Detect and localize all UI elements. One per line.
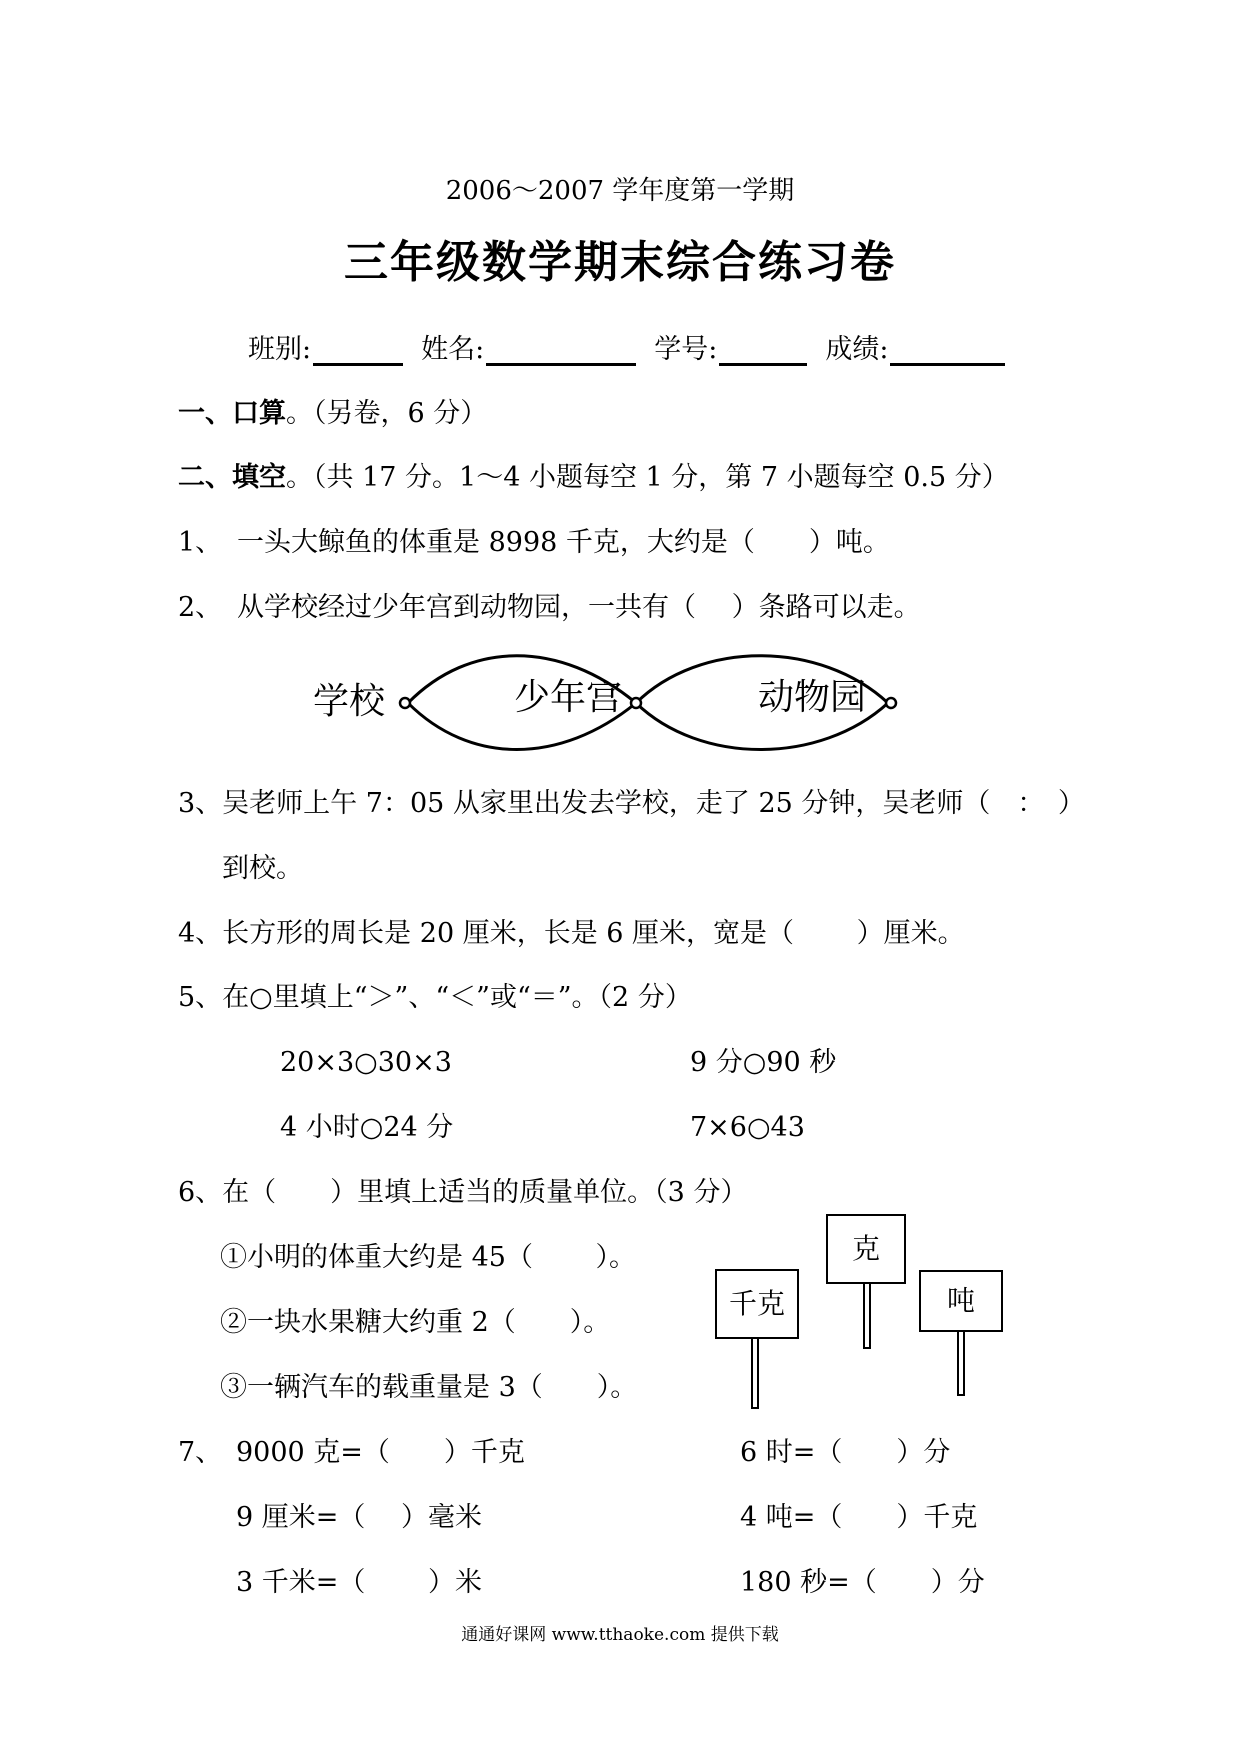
q6-item: ③一辆汽车的载重量是 3（ ）。 — [220, 1372, 638, 1403]
q6-item: ①小明的体重大约是 45（ ）。 — [220, 1242, 637, 1273]
sign-post-gram — [864, 1283, 870, 1348]
exam-term: 2006～2007 学年度第一学期 — [445, 176, 795, 206]
name-label: 姓名: — [421, 334, 485, 365]
class-label: 班别: — [248, 334, 312, 365]
q7-item: 9000 克=（ ）千克 — [236, 1437, 525, 1468]
section-2-heading: 二、填空。（共 17 分。1～4 小题每空 1 分，第 7 小题每空 0.5 分） — [178, 462, 1009, 493]
section-1-heading: 一、口算。（另卷，6 分） — [178, 398, 488, 429]
q7-item: 9 厘米=（ ）毫米 — [236, 1502, 482, 1533]
q6-item: ②一块水果糖大约重 2（ ）。 — [220, 1307, 611, 1338]
sign-post-kilogram — [752, 1338, 758, 1408]
q5-item: 20×3○30×3 — [280, 1047, 452, 1078]
q7-item: 4 吨=（ ）千克 — [740, 1502, 978, 1533]
question-5-text: 5、在○里填上“＞”、“＜”或“＝”。（2 分） — [178, 982, 692, 1013]
q7-item: 6 时=（ ）分 — [740, 1437, 951, 1468]
diagram-zoo-label: 动物园 — [758, 677, 867, 718]
q5-item: 4 小时○24 分 — [280, 1112, 454, 1143]
score-label: 成绩: — [825, 334, 889, 365]
sign-gram-label: 克 — [851, 1232, 880, 1265]
sign-kilogram-label: 千克 — [728, 1287, 785, 1320]
question-4-text: 4、长方形的周长是 20 厘米，长是 6 厘米，宽是（ ）厘米。 — [178, 918, 965, 949]
question-1-text: 一头大鲸鱼的体重是 8998 千克，大约是（ ）吨。 — [237, 527, 890, 558]
footer-download-note: 通通好课网 www.tthaoke.com 提供下载 — [461, 1625, 779, 1645]
question-2-number: 2、 — [178, 592, 223, 623]
exam-title: 三年级数学期末综合练习卷 — [344, 237, 896, 288]
question-1-number: 1、 — [178, 527, 223, 558]
number-label: 学号: — [654, 334, 718, 365]
question-7-number: 7、 — [178, 1437, 223, 1468]
q7-item: 180 秒=（ ）分 — [740, 1567, 985, 1598]
question-3-continuation: 到校。 — [222, 853, 303, 884]
diagram-school-label: 学校 — [313, 681, 386, 722]
question-6-text: 6、在（ ）里填上适当的质量单位。（3 分） — [178, 1177, 748, 1208]
question-2-text: 从学校经过少年宫到动物园，一共有（ ）条路可以走。 — [237, 592, 921, 623]
diagram-palace-label: 少年宫 — [514, 677, 623, 718]
sign-ton-label: 吨 — [946, 1284, 975, 1317]
sign-post-ton — [958, 1331, 964, 1395]
q7-item: 3 千米=（ ）米 — [236, 1567, 482, 1598]
question-3-text: 3、吴老师上午 7：05 从家里出发去学校，走了 25 分钟，吴老师（ ： ） — [178, 788, 1085, 819]
q5-item: 9 分○90 秒 — [690, 1047, 837, 1078]
q5-item: 7×6○43 — [690, 1112, 805, 1143]
